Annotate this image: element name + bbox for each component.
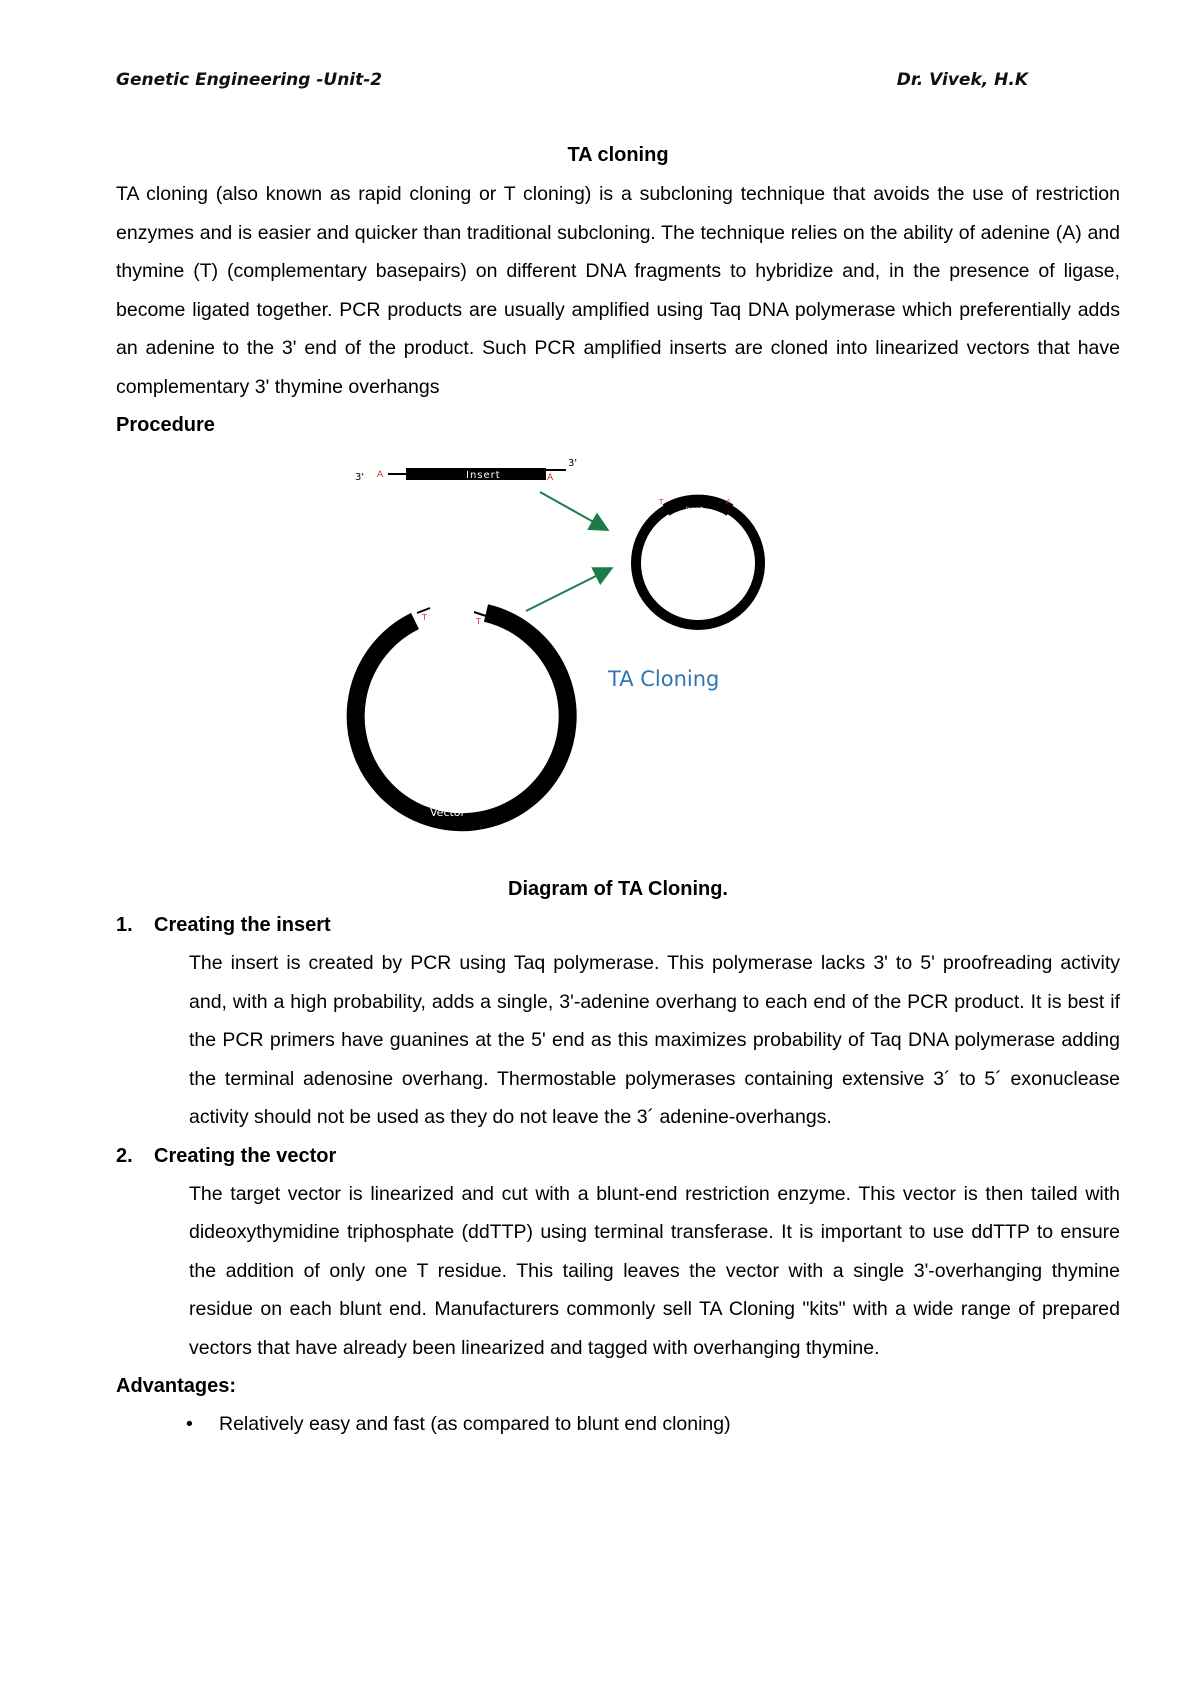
arrow-insert-to-product [540, 492, 606, 529]
step-1-number: 1. [116, 914, 133, 936]
product-right-overhang: A [726, 498, 731, 506]
header-course: Genetic Engineering -Unit-2 [116, 70, 383, 90]
step-2-heading [116, 1137, 1120, 1175]
advantage-text: Relatively easy and fast (as compared to blunt end cloning) [219, 1413, 731, 1435]
step-2-text: The target vector is linearized and cut with a blunt-end restriction enzyme. This vector is then tailed with dideoxythymidine triphosphate (ddTTP) using terminal transferase. It is important to use ddTTP to ensure the addition of only one T residue. This tailing leaves the vector with a single 3'-overhanging thymine residue on each blunt end. Manufacturers commonly sell TA Cloning "kits" with a wide range of prepared vectors that have already been linearized and tagged with overhanging thymine. [189, 1182, 1120, 1359]
arrow-vector-to-product [526, 569, 610, 611]
page-content [116, 144, 1120, 1443]
recombinant-plasmid [636, 498, 760, 625]
header-author: Dr. Vivek, H.K [896, 70, 1028, 90]
insert-fragment [355, 458, 577, 483]
insert-right-overhang: A [547, 473, 554, 483]
linearized-vector [356, 608, 568, 822]
advantages-heading: Advantages: [116, 1375, 237, 1397]
ta-cloning-label: TA Cloning [608, 667, 720, 691]
step-1-text: The insert is created by PCR using Taq polymerase. This polymerase lacks 3' to 5' proofreading activity and, with a high probability, adds a single, 3'-adenine overhang to each end of the PCR product. It is best if the PCR primers have guanines at the 5' end as this maximizes probability of Taq DNA polymerase adding the terminal adenosine overhang. Thermostable polymerases containing extensive 3´ to 5´ exonuclease activity should not be used as they do not leave the 3´ adenine-overhangs. [189, 952, 1120, 1128]
procedure-heading: Procedure [116, 414, 215, 436]
step-2-number: 2. [116, 1144, 133, 1167]
diagram-svg [116, 444, 1120, 874]
ta-cloning-diagram [116, 444, 1120, 874]
vector-left-overhang: T [422, 613, 427, 622]
vector-label: Vector [430, 806, 466, 819]
vector-right-tail [474, 612, 486, 616]
insert-label: Insert [466, 470, 501, 481]
product-insert-label: Insert [686, 506, 704, 513]
intro-paragraph: TA cloning (also known as rapid cloning or T cloning) is a subcloning technique that avoids the use of restriction enzymes and is easier and quicker than traditional subcloning. The technique relies on the ability of adenine (A) and thymine (T) (complementary basepairs) on different DNA fragments to hybridize and, in the presence of ligase, become ligated together. PCR products are usually amplified using Taq DNA polymerase which preferentially adds an adenine to the 3' end of the product. Such PCR amplified inserts are cloned into linearized vectors that have complementary 3' thymine overhangs [116, 183, 1120, 398]
insert-right-end-label: 3' [568, 458, 578, 469]
advantages-list [116, 1405, 1120, 1443]
page-title: TA cloning [567, 144, 669, 166]
step-2-title: Creating the vector [154, 1144, 337, 1167]
bullet-icon: • [186, 1413, 193, 1435]
step-1-title: Creating the insert [154, 914, 331, 936]
product-ring [636, 501, 760, 625]
product-left-overhang: T [659, 498, 664, 506]
insert-left-overhang: A [377, 470, 384, 480]
list-item [186, 1405, 1120, 1443]
vector-right-overhang: T [476, 617, 481, 626]
diagram-caption: Diagram of TA Cloning. [508, 878, 728, 900]
vector-ring [356, 613, 568, 822]
page-header [116, 70, 1028, 90]
insert-left-end-label: 3' [355, 472, 365, 483]
step-1-heading [116, 906, 1120, 944]
